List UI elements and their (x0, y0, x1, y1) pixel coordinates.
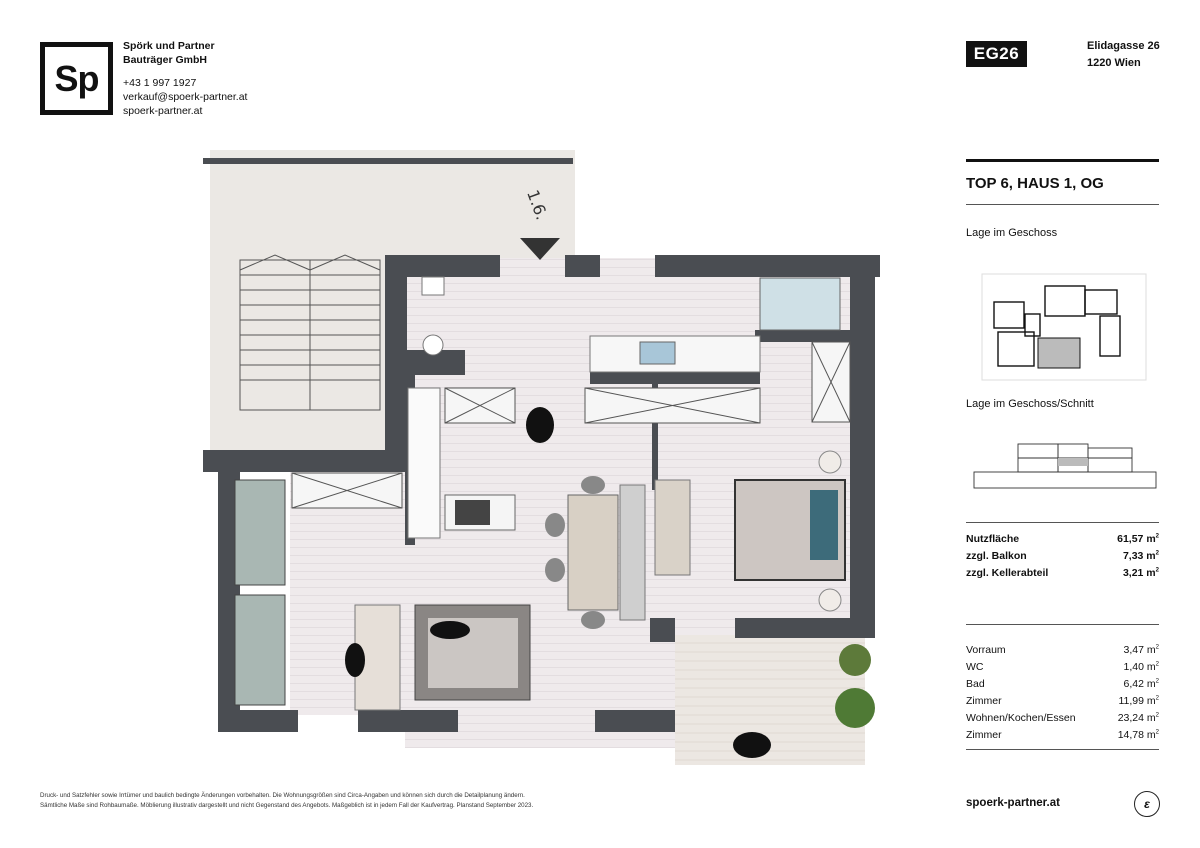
summary-label: zzgl. Kellerabteil (966, 566, 1049, 579)
room-value: 14,78 m (1117, 728, 1156, 741)
room-value: 1,40 m (1123, 660, 1156, 673)
person-silhouette (430, 621, 470, 639)
room-row: Bad 6,42 $m^2$ (966, 677, 1159, 690)
summary-value: 7,33 m (1122, 549, 1156, 562)
disclaimer-line2: Sämtliche Maße sind Rohbaumaße. Möblierung illustrativ dargestellt und nicht Gegenstand des Angebots. Maßgeblich ist in jedem Fall der Kaufvertrag. Planstand September 2023. (40, 802, 534, 809)
person-silhouette (345, 643, 365, 677)
toilet (423, 335, 443, 355)
room-label: Wohnen/Kochen/Essen (966, 711, 1076, 724)
summary-label: zzgl. Balkon (966, 549, 1027, 562)
oven (455, 500, 490, 525)
lage-label: Lage im Geschoss (966, 227, 1058, 239)
section-location-map (972, 434, 1158, 490)
sofa-left-top (235, 480, 285, 585)
room-label: Zimmer (966, 728, 1002, 741)
disclaimer (40, 791, 640, 811)
logo-text: Sp (54, 57, 99, 99)
panel-top-rule (966, 159, 1159, 162)
disclaimer-line1: Druck- und Satzfehler sowie Irrtümer und baulich bedingte Änderungen vorbehalten. Die Wohnungsgrößen sind Circa-Angaben und können sich durch die Detailplanung ändern. (40, 792, 525, 799)
summary-value: 3,21 m (1122, 566, 1156, 579)
room-value: 23,24 m (1117, 711, 1156, 724)
company-web[interactable]: spoerk-partner.at (123, 105, 203, 117)
company-name-line1: Spörk und Partner (123, 40, 215, 52)
room-label: Bad (966, 677, 985, 690)
company-info (123, 39, 247, 118)
sofa-left-bottom (235, 595, 285, 705)
room-label: Vorraum (966, 643, 1006, 656)
section-highlight (1058, 458, 1088, 466)
room-row: Zimmer 11,99 $m^2$ (966, 694, 1159, 707)
room-row: WC 1,40 $m^2$ (966, 660, 1159, 673)
room-list (966, 641, 1159, 743)
schnitt-label: Lage im Geschoss/Schnitt (966, 398, 1094, 410)
unit-highlight (1038, 338, 1080, 368)
plant (835, 688, 875, 728)
room-value: 6,42 m (1123, 677, 1156, 690)
bed-pillows (810, 490, 838, 560)
project-address (1087, 38, 1160, 72)
panel-rule (966, 204, 1159, 205)
panel-rule (966, 749, 1159, 750)
room-label: Zimmer (966, 694, 1002, 707)
room-row: Zimmer 14,78 $m^2$ (966, 728, 1159, 741)
nightstand-lamp (819, 589, 841, 611)
north-label: 1.6. (523, 187, 552, 223)
bathtub (760, 278, 840, 330)
floor-location-map (980, 272, 1148, 382)
footer-website[interactable]: spoerk-partner.at (966, 797, 1060, 809)
address-line2: 1220 Wien (1087, 57, 1141, 69)
dining-table (568, 495, 618, 610)
dog-silhouette (526, 407, 554, 443)
sideboard (655, 480, 690, 575)
company-email[interactable]: verkauf@spoerk-partner.at (123, 91, 248, 103)
chair (581, 476, 605, 494)
brand-mark-icon (1134, 791, 1160, 817)
project-badge: EG26 (966, 41, 1027, 67)
summary-label: Nutzfläche (966, 532, 1020, 545)
kitchen-counter (408, 388, 440, 538)
room-value: 3,47 m (1123, 643, 1156, 656)
room-row: Vorraum 3,47 $m^2$ (966, 643, 1159, 656)
bench (620, 485, 645, 620)
summary-value: 61,57 m (1117, 532, 1156, 545)
room-value: 11,99 m (1118, 694, 1156, 707)
company-name-line2: Bauträger GmbH (123, 54, 208, 66)
nightstand-lamp (819, 451, 841, 473)
room-label: WC (966, 660, 984, 673)
summary-row: zzgl. Balkon 7,33 $m^2$ (966, 549, 1159, 562)
area-summary (966, 530, 1159, 581)
summary-row: zzgl. Kellerabteil 3,21 $m^2$ (966, 566, 1159, 579)
brand-mark-glyph: ɛ (1144, 797, 1150, 811)
company-logo (40, 42, 113, 115)
dog-silhouette (733, 732, 771, 758)
panel-rule (966, 522, 1159, 523)
chair (545, 513, 565, 537)
wc-sink (422, 277, 444, 295)
address-line1: Elidagasse 26 (1087, 40, 1160, 52)
chair (545, 558, 565, 582)
panel-rule (966, 624, 1159, 625)
chair (581, 611, 605, 629)
sink (640, 342, 675, 364)
room-row: Wohnen/Kochen/Essen 23,24 $m^2$ (966, 711, 1159, 724)
floor-plan (200, 140, 890, 780)
unit-title: TOP 6, HAUS 1, OG (966, 175, 1104, 192)
plant (839, 644, 871, 676)
summary-row: Nutzfläche 61,57 $m^2$ (966, 532, 1159, 545)
company-phone[interactable]: +43 1 997 1927 (123, 77, 197, 89)
